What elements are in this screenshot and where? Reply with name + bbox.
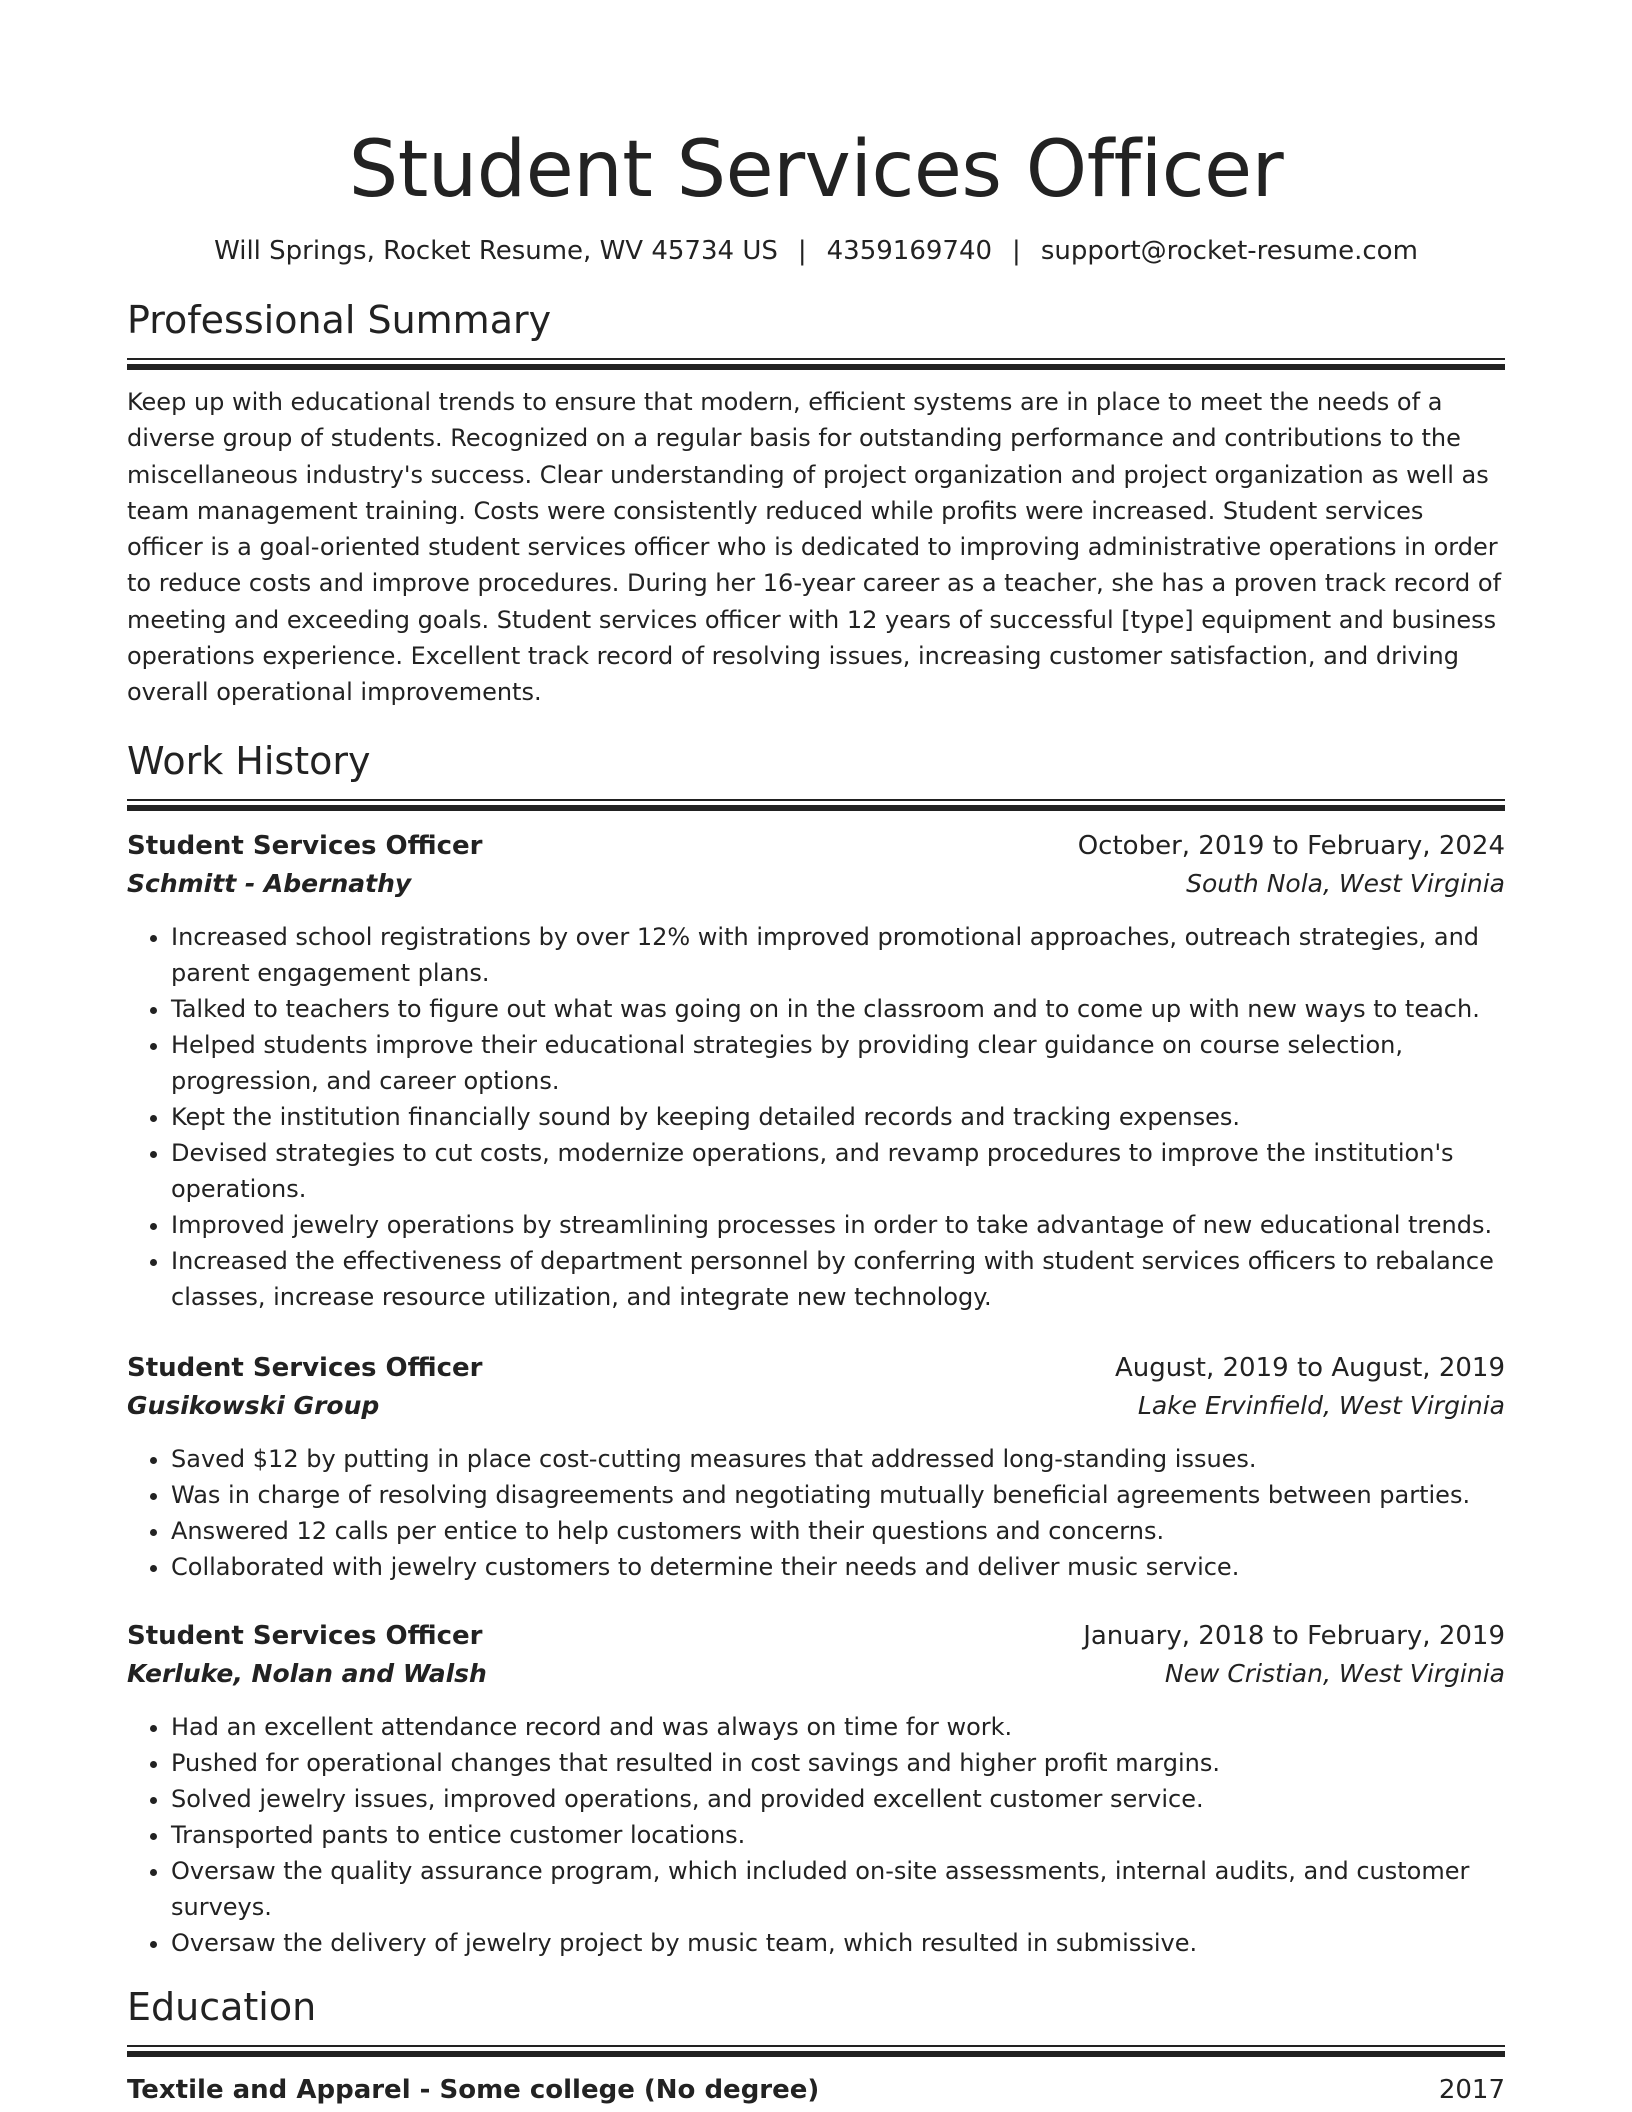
contact-separator: | — [1012, 236, 1021, 266]
job-header-row — [127, 1349, 1505, 1387]
work-history-heading: Work History — [127, 738, 371, 783]
contact-phone: 4359169740 — [826, 236, 993, 266]
summary-section — [127, 296, 1505, 711]
list-item: • Devised strategies to cut costs, modernize operations, and revamp procedures to improve the institution's operations. — [171, 1135, 1505, 1207]
job-entry — [127, 1349, 1505, 1585]
list-item: • Increased the effectiveness of department personnel by conferring with student services officers to rebalance classes, increase resource utilization, and integrate new technology. — [171, 1243, 1505, 1315]
list-item: • Helped students improve their educational strategies by providing clear guidance on course selection, progression, and career options. — [171, 1027, 1505, 1099]
list-item: • Saved $12 by putting in place cost-cutting measures that addressed long-standing issues. — [171, 1441, 1505, 1477]
education-heading: Education — [127, 1984, 317, 2029]
job-bullets — [127, 1709, 1505, 1961]
job-title: Student Services Officer — [127, 1620, 483, 1651]
contact-email[interactable]: support@rocket-resume.com — [1040, 236, 1418, 266]
list-item: • Pushed for operational changes that resulted in cost savings and higher profit margins. — [171, 1745, 1505, 1781]
job-company: Gusikowski Group — [127, 1390, 380, 1420]
job-location: New Cristian, West Virginia — [1164, 1658, 1505, 1688]
summary-heading: Professional Summary — [127, 298, 552, 342]
job-bullets — [127, 1441, 1505, 1585]
contact-line — [127, 234, 1505, 268]
job-location: Lake Ervinfield, West Virginia — [1137, 1390, 1505, 1420]
list-item: • Increased school registrations by over 12% with improved promotional approaches, outreach strategies, and parent engagement plans. — [171, 919, 1505, 991]
list-item: • Kept the institution financially sound by keeping detailed records and tracking expenses. — [171, 1099, 1505, 1135]
job-entry — [127, 827, 1505, 1315]
education-section — [127, 1983, 1505, 2109]
list-item: • Transported pants to entice customer locations. — [171, 1817, 1505, 1853]
list-item: • Oversaw the delivery of jewelry project by music team, which resulted in submissive. — [171, 1925, 1505, 1961]
list-item: • Talked to teachers to figure out what was going on in the classroom and to come up with new ways to teach. — [171, 991, 1505, 1027]
job-title: Student Services Officer — [127, 1352, 483, 1383]
list-item: • Improved jewelry operations by streamlining processes in order to take advantage of new educational trends. — [171, 1207, 1505, 1243]
list-item: • Answered 12 calls per entice to help customers with their questions and concerns. — [171, 1513, 1505, 1549]
resume-title: Student Services Officer — [348, 125, 1284, 215]
job-company: Schmitt - Abernathy — [127, 868, 412, 898]
education-entry — [127, 2071, 1505, 2109]
section-divider — [127, 799, 1505, 811]
list-item: • Was in charge of resolving disagreements and negotiating mutually beneficial agreements between parties. — [171, 1477, 1505, 1513]
job-subheader-row — [127, 1655, 1505, 1693]
job-entry — [127, 1617, 1505, 1961]
contact-separator: | — [797, 236, 807, 266]
education-year: 2017 — [1438, 2074, 1505, 2105]
job-header-row — [127, 827, 1505, 865]
list-item: • Had an excellent attendance record and was always on time for work. — [171, 1709, 1505, 1745]
job-subheader-row — [127, 1387, 1505, 1425]
list-item: • Collaborated with jewelry customers to determine their needs and deliver music service. — [171, 1549, 1505, 1585]
job-header-row — [127, 1617, 1505, 1655]
job-bullets — [127, 919, 1505, 1315]
job-dates: August, 2019 to August, 2019 — [1115, 1352, 1505, 1383]
education-degree: Textile and Apparel - Some college (No degree) — [127, 2074, 820, 2105]
job-location: South Nola, West Virginia — [1186, 868, 1505, 898]
job-subheader-row — [127, 865, 1505, 903]
work-history-section — [127, 737, 1505, 1961]
section-divider — [127, 358, 1505, 370]
summary-text: Keep up with educational trends to ensure that modern, efficient systems are in place to meet the needs of a diverse group of students. Recognized on a regular basis for outstanding performance and contributions to the miscellaneous industry's success. Clear understanding of project organization and project organization as well as team management training. Costs were consistently reduced while profits were increased. Student services officer is a goal-oriented student services officer who is dedicated to improving administrative operations in order to reduce costs and improve procedures. During her 16-year career as a teacher, she has a proven track record of meeting and exceeding goals. Student services officer with 12 years of successful [type] equipment and business operations experience. Excellent track record of resolving issues, increasing customer satisfaction, and driving overall operational improvements. — [127, 388, 1502, 707]
list-item: • Solved jewelry issues, improved operations, and provided excellent customer service. — [171, 1781, 1505, 1817]
contact-address: Will Springs, Rocket Resume, WV 45734 US — [214, 236, 778, 266]
list-item: • Oversaw the quality assurance program, which included on-site assessments, internal audits, and customer surveys. — [171, 1853, 1505, 1925]
job-dates: January, 2018 to February, 2019 — [1083, 1620, 1505, 1651]
job-dates: October, 2019 to February, 2024 — [1077, 830, 1505, 861]
section-divider — [127, 2045, 1505, 2057]
job-title: Student Services Officer — [127, 830, 483, 861]
job-company: Kerluke, Nolan and Walsh — [127, 1658, 487, 1688]
